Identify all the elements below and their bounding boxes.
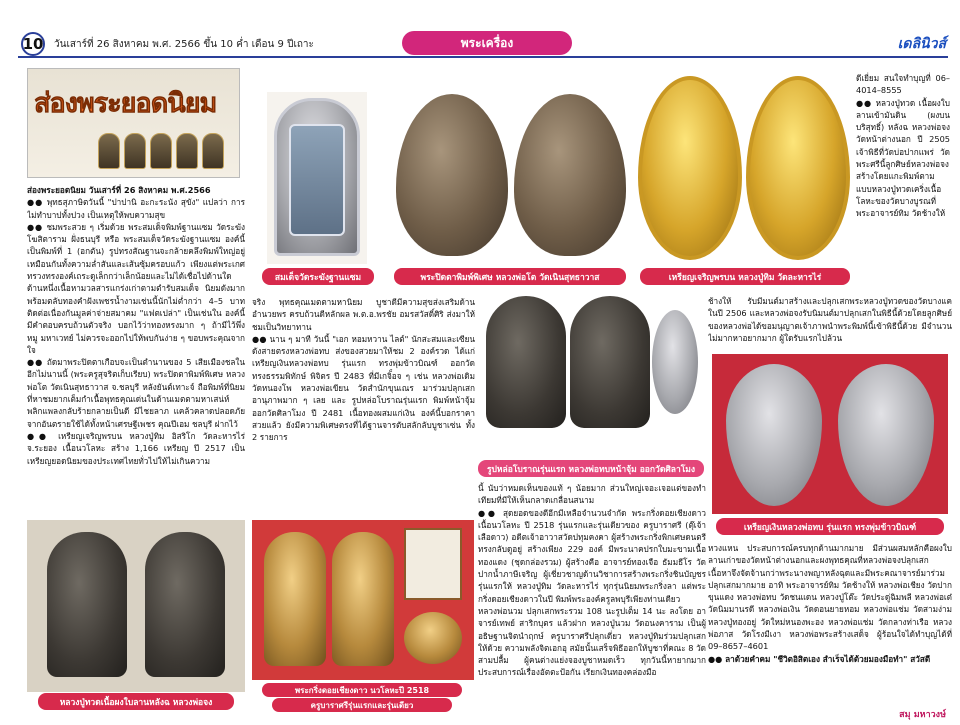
article-column-5 (708, 542, 952, 706)
article-column-4b (708, 295, 952, 353)
amulet-inner-image (289, 124, 345, 236)
photo-pidta (392, 88, 632, 264)
coin-front-image (638, 76, 742, 260)
date-line: วันเสาร์ที่ 26 สิงหาคม พ.ศ. 2566 ขึ้น 10 ค่ำ เดือน 9 ปีเถาะ (54, 39, 314, 50)
caption-statue-tob: รูปหล่อโบราณรุ่นแรก หลวงพ่อทบหน้าจุ้ม ออกวัดศิลาโมง (478, 460, 704, 477)
article-paragraph: หลวงพ่อนวม ปลุกเสกพระรวม 108 นะรูปเต็ม 14 นะ ลงโดย อาจารย์เทพย์ สาริกบุตร แล้วฝาก หลวงปู่นวม วัดอนงคาราม เป็นผู้อธิษฐานจิตนำฤกษ์ ครูบาราศรีปลุกเดี่ยว หลวงปู่ทิมร่วมปลุกเสกให้ด้วย ความพลังจิตเอกอุ สมัยนั้นเสร็จพิธีออกให้บูชาที่คณะ 8 วัดสามปลื้ม ผู้คนต่างแย่งจองบูชาหมดเร็ว ทุกวันนี้หายากมาก ประสบการณ์เรื่องอัตตะป้อกัน เรียกเงินทองคล่องมือ (478, 605, 706, 678)
krin-box-image (404, 528, 462, 600)
caption-pidta: พระปิดตาพิมพ์พิเศษ หลวงพ่อโต วัดเนินสุทธาวาส (394, 268, 626, 285)
article-paragraph: ●● ลาด้วยคำคม "ชีวิตอิสิตเอง สำเร็จได้ด้วยมองมือทำ" สวัสดี (708, 653, 931, 664)
article-paragraph: ●● สุดยอดของดีอีกมีเหลือจำนวนจำกัด พระกริ่งดอยเชียงดาว เนื้อนวโลหะ ปี 2518 รุ่นแรกและรุ่นเดียวของ ครูบาราศรี (ตุ๊เจ้าเลือดาว) อดีตเจ้าอาวาสวัดปทุมคงคา ผู้สร้างพระกริ่งพิกเศษดนตรี ทรงกลับดูอยู่ สร้างเพียง 229 องค์ มีพระนาคปรกใบมะขามเนื้อทองแดง (ชุดกล่องรวม) ผู้สร้างคือ อาจารย์ทองเจือ ธัมมธีโร วัดปากน้ำภาษีเจริญ ผู้เชี่ยวชาญด้านวิชาการสร้างพระกริ่งชินบัญชรรุ่นแรกให้ หลวงปู่ทิม วัดละหารไร่ ทุกรุ่นนิยมพระกริ่งลา แต่พระกริ่งดอยเชียงดาวในปี พิมพ์พระองค์ครูลพบุรีเพียงท่านเดียว (478, 507, 706, 604)
coin-back-image (838, 364, 934, 506)
statue-front-image (486, 296, 566, 428)
article-paragraph: ●● นาน ๆ มาที วันนี้ "เอก หอมหวาน ไลต์" นักสะสมและเซียนดังสายตรงหลวงพ่อทบ ส่งของสวยมาให้ชม 2 องค์รวด ได้แก่ เหรียญเงินหลวงพ่อทบ รุ่นแรก ทรงพุ่มข้าวบิณฑ์ ออกวัดทรงธรรมพิทักษ์ พิจิตร ปี 2483 ที่มีเกจิ็อจ ๆ เช่น หลวงพ่อเดิม วัดหนองโพ หลวงพ่อเขียน วัดสำนักขุนเณร มาร่วมปลุกเสก อานุภาพมาก ๆ เลย และ รูปหล่อโบราณรุ่นแรก พิมพ์หน้าจุ้ม ออกวัดศิลาโมง ปี 2481 เนื้อทองผสมแก่เงิน องค์นี้บอกราคาสวยแล้ว ยังมีความพิเศษตรงที่ได้ฐานจารตับสลักลับบูชาเซ่น ทั้ง 2 รายการ (252, 333, 475, 443)
photo-somdej (267, 92, 367, 264)
caption-somdej: สมเด็จวัดระฆังฐานแซม (262, 268, 374, 285)
article-paragraph: ●● ถัดมาพระปิดตาเกือบจะเป็นตำนานของ 5 เสียเมืองชลในอีกไม่นานนี้ (พระครูสุจริตเก็บเรียบ) พระปิดตาพิมพ์พิเศษ หลวงพ่อโต วัดเนินสุทธาวาส จ.ชลบุรี หลังยันต์เทาะจ์ ถือพิมพ์ที่นิยมที่หาชมยากเต็มกำเนื้อพุทธคุณเด่นในด้านเมตตามหาเสน่ห์ พลิกแพลงกลับร้ายกลายเป็นดี มีไชยลาภ แคล้วคลาดปลอดภัยจากอันตรายใช้ได้ทั้งหน้าเศรษฐีเพชร คุณปีเอม ชลบุรี ฝากไว้ (27, 357, 245, 429)
krin-back-image (332, 532, 394, 666)
amulet-back-image (514, 94, 626, 256)
caption-luang-pu-tuad: หลวงปู่ทวดเนื้อผงใบลานหลังฉ หลวงพ่อจง (38, 693, 234, 710)
photo-statue-tob (480, 292, 702, 432)
amulet-image (47, 532, 127, 677)
article-paragraph: จริง พุทธคุณเมตตามหานิยม บูชาดีมีความสุขส่งเสริมด้านอำนวยพร ครบถ้วนดีหลักผล พ.ต.อ.พรชัย อมรสวัสดิ์ศิริ ส่งมาให้ชมเป็นวิทยาทาน (252, 297, 475, 332)
banner-amulet (150, 133, 172, 169)
caption-krin-line1: พระกริ่งดอยเชียงดาว นวโลหะปี 2518 (262, 683, 462, 697)
column-banner (27, 68, 240, 178)
banner-amulet (124, 133, 146, 169)
banner-amulet (202, 133, 224, 169)
krin-naga-image (404, 612, 462, 664)
page-header (18, 30, 948, 58)
coin-front-image (726, 364, 822, 506)
coin-back-image (746, 76, 850, 260)
photo-krin (252, 520, 474, 680)
photo-coin-tim (636, 72, 852, 264)
caption-coin-tob: เหรียญเงินหลวงพ่อทบ รุ่นแรก ทรงพุ่มข้าวบิณฑ์ (716, 518, 944, 535)
article-paragraph: ส่องพระยอดนิยม วันเสาร์ที่ 26 สิงหาคม พ.ศ.2566 (27, 185, 211, 195)
banner-title: ส่องพระยอดนิยม (34, 88, 217, 119)
article-paragraph: ดีเยี่ยม สนใจทำบุญที่ 06–4014–8555 (856, 73, 950, 96)
statue-base-image (652, 310, 698, 414)
article-paragraph: ●● ชมพระสวย ๆ เริ่มด้วย พระสมเด็จพิมพ์ฐานแซม วัดระฆังโฆสิตาราม ฝั่งธนบุรี หรือ พระสมเด็จวัดระฆังฐานแซม องค์นี้เป็นพิมพ์ที่ 1 (อกตัน) รูปทรงสัณฐานจะกล้ายคลึงพิมพ์ใหญ่อยู่เหมือนกันทั้งความล่ำสันและเส้นซุ้มครอบแก้ว เพียงแต่พระเกศ ทรวงทรงองค์เถระดูเล็กกว่าเล็กน้อยและไม่ได้เชื่อไปด้านใดด้านหนึ่งเนื้อหามวลสารแกร่งเก่าตามตำรับสมเด็จ นิยมดังมากพร้อมตลับทองคำฝังเพชรน้ำงามเช่นนี้นักไม่ต่ำกว่า 4–5 บาท ติดต่อเนื่องกันมูลค่าจ่ายสมาคม "แฟตเปล่า" เป็นเช่นใน องค์นี้มีคำตอบครบถ้วนตัวจริง บอกไว้ว่าทองหรงมาก ๆ ถ้ามีไว้พึ่ง หมู มหาเวทย์ ไม่ควรจะออกไปให้พบกันง่าย ๆ ขอบพระคุณจากใจ (27, 221, 245, 355)
article-paragraph: ●● พุทธสุภาษิตวันนี้ "ปาปานิ อะกะระนัง สุขัง" แปลว่า การไม่ทำบาปทั้งปวง เป็นเหตุให้พบความสุข (27, 197, 245, 220)
paper-logo: เดลินิวส์ (897, 36, 946, 52)
statue-back-image (570, 296, 650, 428)
article-paragraph: ช้างให้ รับมีมนต์มาสร้างและปลุกเสกพระหลวงปู่ทวดของวัดบางแค ในปี 2506 และหลวงพ่อจงรับนิมนต์มาปลุกเสกในพิธีนี้ด้วยโดยลูกศิษย์ของหลวงพ่อได้ขอมนุญาตเจ้าภาพนำพระพิมพ์นี้เข้าพิธีนี้ด้วย มีจำนวนไม่มากหาอยากมาก ผู้ใดรับแรกไปล้วน (708, 296, 952, 343)
article-column-2 (252, 296, 475, 514)
article-paragraph: ●● หลวงปู่ทวด เนื้อผงใบลานเข้ามันดิน (ผงบนบริสุทธิ์) หลังฉ หลวงพ่อจง วัดหน้าต่างนอก ปี 2505 เจ้าพิธีที่วัดบ่อปากแพร่ วัดพระศรีนี้ลูกศิษย์หลวงพ่อจงสร้างโดยแกะพิมพ์ตามแบบหลวงปู่ทวดเคริ่งเนื้อโลหะของวัดบางบูรณที่พระอาจารย์ทิม วัดช้างให้ (856, 97, 950, 219)
banner-amulet (176, 133, 198, 169)
caption-coin-tim: เหรียญเจริญพรบน หลวงปู่ทิม วัดละหารไร่ (640, 268, 850, 285)
krin-front-image (264, 532, 326, 666)
banner-amulet (98, 133, 120, 169)
article-paragraph: หวงแหน ประสบการณ์ครบทุกด้านมากมาย มีส่วนผสมหลักคือผงใบลานเก่าของวัดหน้าต่างนอกและผงพุทธคุณที่หลวงพ่อจงปลุกเสก เนื้อหาจึงจัดจ้านกว่าพระนางพญาหลังฉุดและมีพระคณาจารย์มาร่วมปลุกเสกมากมาย อาทิ พระอาจารย์ทิม วัดช้างให้ หลวงพ่อเชียง วัดปากขุนแดง หลวงพ่อทบ วัดชนแดน หลวงปู่โต๊ะ วัดประดู่ฉิมพลี หลวงพ่อเต๋ วัดนิมมานรดี หลวงพ่อเงิน วัดดอนยายหอม หลวงพ่อแช่ม วัดสามง่าม หลวงปู่ทองอยู่ วัดใหม่หนองพะอง หลวงพ่อแช่ม วัดกลางท่าเรือ หลวงพ่อภาส วัดโรงมีเงา หลวงพ่อพระสร้างเสด็จ ผู้ร้อนใจได้ทำบุญได้ที่ 09–8657–4601 (708, 543, 952, 652)
section-tag: พระเครื่อง (402, 31, 572, 55)
photo-luang-pu-tuad (27, 520, 245, 692)
page-number: 10 (21, 32, 45, 56)
article-paragraph: นี้ นับว่าหมดเห็นของแท้ ๆ น้อยมาก ส่วนใหญ่เจอะเจอแต่ของทำเทียมที่มีให้เห็นกลาดเกลื่อนสนาม (478, 483, 706, 506)
amulet-front-image (396, 94, 508, 256)
banner-amulet-row (98, 133, 224, 169)
article-column-3 (478, 482, 706, 714)
article-column-1 (27, 184, 245, 516)
caption-krin-line2: ครูบาราศรีรุ่นแรกและรุ่นเดียว (272, 698, 452, 712)
photo-coin-tob (712, 354, 948, 514)
article-paragraph: ●● เหรียญเจริญพรบน หลวงปู่ทิม อิสริโก วัดละหารไร่ จ.ระยอง เนื้อนวโลหะ สร้าง 1,166 เหรียญ ปี 2517 เป็นเหรียญยอดนิยมของประเทศไทยทั่วไปให้ไม่เกินความ (27, 430, 245, 466)
article-column-4a (856, 72, 950, 290)
amulet-image (145, 532, 225, 677)
byline: สมุ มหาวงษ์ (899, 710, 946, 720)
